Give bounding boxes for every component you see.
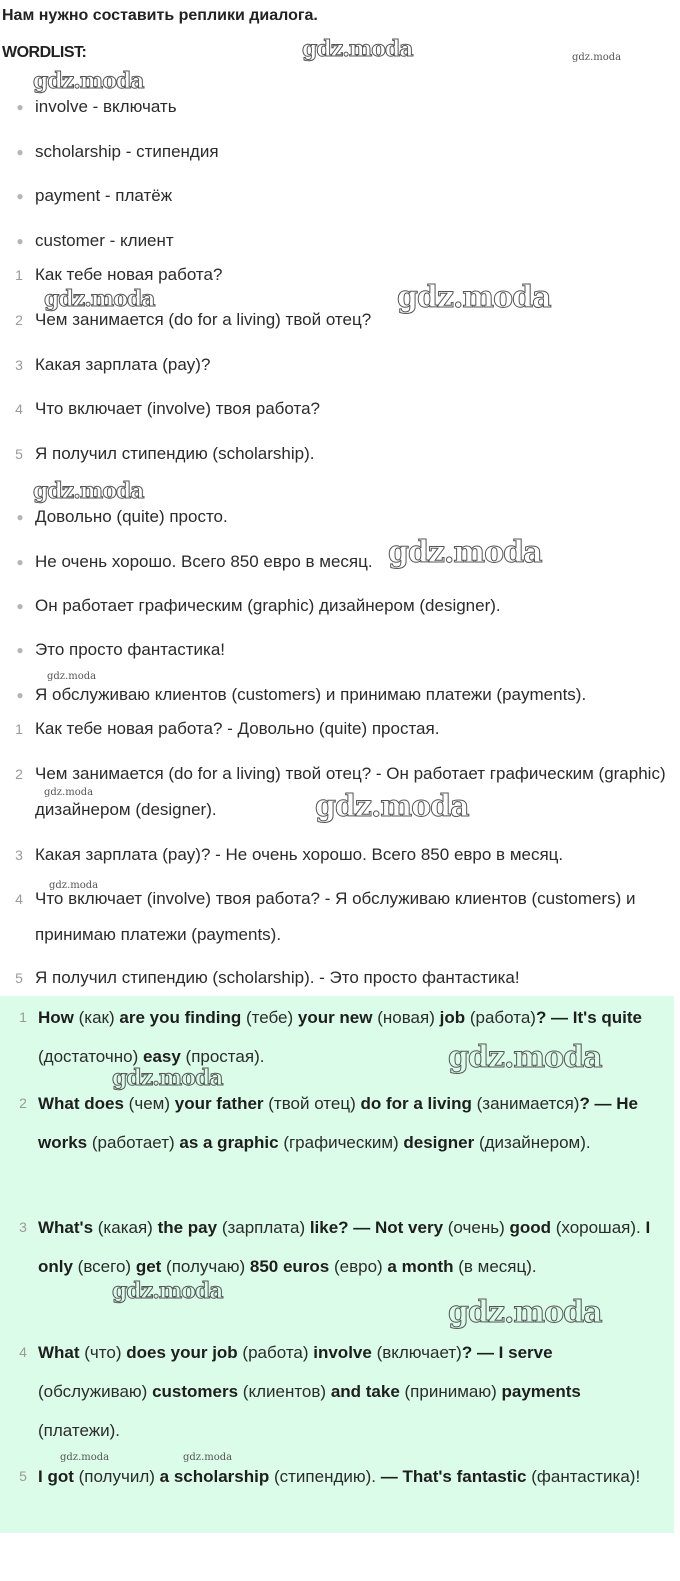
russian-gloss: (зарплата) xyxy=(217,1218,310,1237)
english-phrase: as a graphic xyxy=(179,1133,279,1152)
english-phrase: job xyxy=(439,1008,466,1027)
bullet-icon: ● xyxy=(16,643,24,657)
task-title: Нам нужно составить реплики диалога. xyxy=(2,7,318,24)
english-phrase: ? — I serve xyxy=(461,1343,553,1362)
russian-gloss: (твой отец) xyxy=(263,1094,361,1113)
english-phrase: your new xyxy=(297,1008,373,1027)
russian-gloss: (чем) xyxy=(123,1094,175,1113)
russian-gloss: (в месяц). xyxy=(453,1257,537,1276)
russian-gloss: (работает) xyxy=(87,1133,180,1152)
english-phrase: ? — It's quite xyxy=(535,1008,642,1027)
watermark: gdz.moda xyxy=(112,1278,223,1304)
watermark: gdz.moda xyxy=(302,36,413,62)
watermark: gdz.moda xyxy=(44,787,94,798)
watermark: gdz.moda xyxy=(388,535,542,570)
russian-gloss: (фантастика)! xyxy=(526,1467,641,1486)
russian-gloss: (тебе) xyxy=(241,1008,298,1027)
watermark: gdz.moda xyxy=(47,671,97,682)
bullet-icon: ● xyxy=(16,234,24,248)
russian-gloss: (что) xyxy=(79,1343,127,1362)
english-phrase: a month xyxy=(387,1257,454,1276)
dialogue-en-text xyxy=(38,1084,660,1162)
wordlist-label: WORDLIST: xyxy=(2,44,87,61)
watermark: gdz.moda xyxy=(49,880,99,891)
watermark: gdz.moda xyxy=(183,1452,233,1463)
watermark: gdz.moda xyxy=(60,1452,110,1463)
russian-gloss: (как) xyxy=(73,1008,120,1027)
english-phrase: are you finding xyxy=(119,1008,242,1027)
russian-gloss: (занимается) xyxy=(471,1094,580,1113)
english-phrase: What does xyxy=(38,1094,124,1113)
watermark: gdz.moda xyxy=(448,1040,602,1075)
russian-gloss: (евро) xyxy=(329,1257,388,1276)
english-phrase: does your job xyxy=(126,1343,238,1362)
bullet-icon: ● xyxy=(16,100,24,114)
russian-gloss: (платежи). xyxy=(38,1421,120,1440)
bullet-icon: ● xyxy=(16,555,24,569)
english-phrase: the pay xyxy=(157,1218,218,1237)
watermark: gdz.moda xyxy=(572,52,622,63)
bullet-icon: ● xyxy=(16,688,24,702)
english-phrase: — That's fantastic xyxy=(380,1467,527,1486)
english-phrase: What's xyxy=(38,1218,94,1237)
russian-gloss: (включает) xyxy=(371,1343,462,1362)
english-phrase: payments xyxy=(501,1382,581,1401)
russian-gloss: (новая) xyxy=(372,1008,440,1027)
russian-gloss: (клиентов) xyxy=(238,1382,331,1401)
watermark: gdz.moda xyxy=(112,1065,223,1091)
english-phrase: and take xyxy=(330,1382,400,1401)
russian-gloss: (простая). xyxy=(180,1047,265,1066)
russian-gloss: (стипендию). xyxy=(269,1467,381,1486)
english-phrase: good xyxy=(509,1218,551,1237)
bullet-icon: ● xyxy=(16,145,24,159)
bullet-icon: ● xyxy=(16,189,24,203)
russian-gloss: (достаточно) xyxy=(38,1047,143,1066)
russian-gloss: (получаю) xyxy=(161,1257,250,1276)
answer-highlight-block: 1 How (как) are you finding (тебе) your new (новая) job (работа)? — It's quite (достаточно) easy (простая). 2 What does (чем) your father (твой отец) do for a living (занимается)? — He works (работает) as a graphic (графическим) designer (дизайнером). 3 What's (какая) the pay (зарплата) like? — Not very (очень) good (хорошая). I only (всего) get (получаю) 850 euros (евро) a month (в месяц). 4 What (что) does your job (работа) involve (включает)? — I serve (обслуживаю) customers (клиентов) and take (принимаю) payments (платежи). 5 I got (получил) a scholarship (стипендию). — That's fantastic (фантастика)! xyxy=(0,996,674,1533)
english-phrase: easy xyxy=(142,1047,181,1066)
bullet-icon: ● xyxy=(16,510,24,524)
watermark: gdz.moda xyxy=(315,789,469,824)
russian-gloss: (получил) xyxy=(73,1467,160,1486)
russian-gloss: (хорошая). xyxy=(551,1218,646,1237)
russian-gloss: (очень) xyxy=(443,1218,510,1237)
english-phrase: your father xyxy=(174,1094,264,1113)
russian-gloss: (работа) xyxy=(237,1343,314,1362)
watermark: gdz.moda xyxy=(397,280,551,315)
watermark: gdz.moda xyxy=(33,478,144,504)
watermark: gdz.moda xyxy=(33,68,144,94)
english-phrase: get xyxy=(135,1257,162,1276)
russian-gloss: (работа) xyxy=(465,1008,536,1027)
english-phrase: 850 euros xyxy=(249,1257,330,1276)
english-phrase: like? — Not very xyxy=(309,1218,444,1237)
english-phrase: involve xyxy=(313,1343,372,1362)
english-phrase: a scholarship xyxy=(159,1467,270,1486)
watermark: gdz.moda xyxy=(448,1295,602,1330)
russian-gloss: (обслуживаю) xyxy=(38,1382,153,1401)
bullet-icon: ● xyxy=(16,599,24,613)
russian-gloss: (какая) xyxy=(93,1218,158,1237)
english-phrase: customers xyxy=(152,1382,239,1401)
russian-gloss: (графическим) xyxy=(278,1133,404,1152)
russian-gloss: (принимаю) xyxy=(399,1382,502,1401)
english-phrase: What xyxy=(38,1343,80,1362)
english-phrase: I got xyxy=(38,1467,74,1486)
english-phrase: I only xyxy=(38,1218,651,1276)
english-phrase: ? — He works xyxy=(38,1094,638,1152)
russian-gloss: (дизайнером). xyxy=(474,1133,591,1152)
dialogue-en-text xyxy=(38,1208,660,1286)
dialogue-en-text xyxy=(38,1457,660,1496)
english-phrase: How xyxy=(38,1008,74,1027)
watermark: gdz.moda xyxy=(44,286,155,312)
english-phrase: designer xyxy=(403,1133,475,1152)
russian-gloss: (всего) xyxy=(72,1257,136,1276)
english-phrase: do for a living xyxy=(360,1094,472,1113)
dialogue-en-text xyxy=(38,1333,660,1450)
